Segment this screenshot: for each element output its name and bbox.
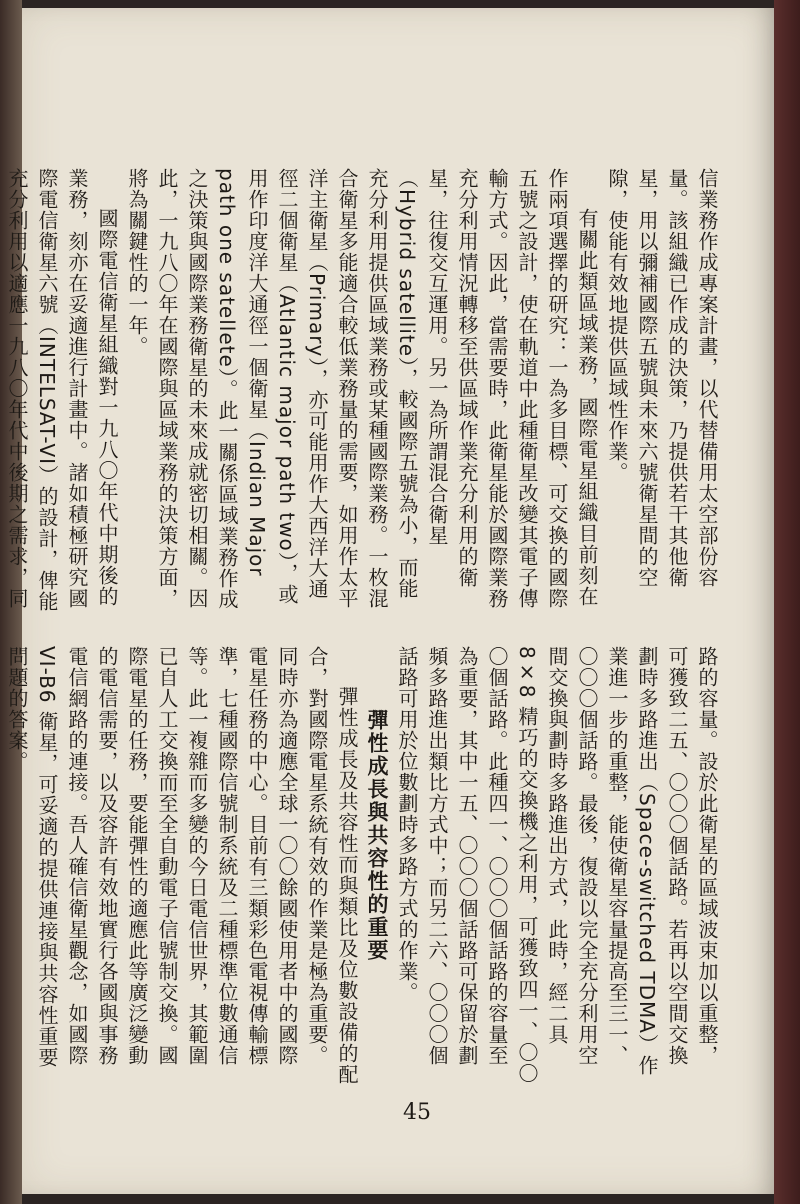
paragraph: 信業務作成專案計畫，以代替備用太空部份容量。該組織已作成的決策，乃提供若干其他衛星，用以彌補國際五號與未來六號衛星間的空隙，使能有效地提供區域性作業。 [605,168,719,588]
paragraph: 彈性成長及共容性而與類比及位數設備的配合，對國際電星系統有效的作業是極為重要。同時亦為適應全球一〇〇餘國使用者中的國際電星任務的中心。目前有三類彩色電視傳輸標準，七種國際信號制系統及二種標準位數通信等。此一複雜而多變的今日電信世界，其範圍已自人工交換而至全自動電子信號制交換。國際電星的任務，要能彈性的適應此等廣泛變動的電信需要，以及容許有效地實行各國與事務電信網路的連接。吾人確信衛星觀念，如國際 VI-B6 衛星，可妥適的提供連接與共容性重要問題的答案。 [5,646,359,1085]
book-page [5,8,774,1194]
page-number: 45 [403,1100,431,1125]
top-text-column [5,168,722,616]
paragraph: 國際電信衛星組織對一九八〇年代中期後的業務，刻亦在妥適進行計畫中。諸如積極研究國際電信衛星六號（INTELSAT-VI）的設計，俾能充分利用以適應一九八〇年代中後期之需求，同 [5,168,119,613]
book-spine [774,0,800,1204]
paragraph [0,646,2,1086]
bottom-text-column [5,646,722,1086]
paragraph: 路的容量。設於此衛星的區域波束加以重整，可獲致二五、〇〇〇個話路。若再以空間交換劃時多路進出（Space-switched TDMA）作業進一步的重整，能使衛星容量提高至三一、〇〇〇個話路。最後，復設以完全充分利用空間交換與劃時多路進出方式，此時，經二具 8×8 精巧的交換機之利用，可獲致四一、〇〇〇個話路。此種四一、〇〇〇個話路的容量至為重要，其中一五、〇〇〇個話路可保留於劃頻多路進出類比方式中；而另二六、〇〇〇個話路可用於位數劃時多路方式的作業。 [395,646,719,1084]
section-heading: 彈性成長與共容性的重要 [365,709,389,962]
paragraph: 有關此類區域業務，國際電星組織目前刻在作兩項選擇的研究：一為多目標、可交換的國際五號之設計，使在軌道中此種衛星改變其電子傳輸方式。因此，當需要時，此衛星能於國際業務充分利用情況轉移至供區域作業充分利用的衛星，往復交互運用。另一為所謂混合衛星（Hybrid satellite），較國際五號為小，而能充分利用提供區域業務或某種國際業務。一枚混合衛星多能適合較低業務量的需要，如用作太平洋主衛星（Primary），亦可能用作大西洋大通徑二個衛星（Atlantic major path two），或用作印度洋大通徑一個衛星（Indian Major path one satellete）。此一關係區域業務作成之決策與國際業務衛星的未來成就密切相關。因此，一九八〇年在國際與區域業務的決策方面，將為關鍵性的一年。 [125,168,599,610]
